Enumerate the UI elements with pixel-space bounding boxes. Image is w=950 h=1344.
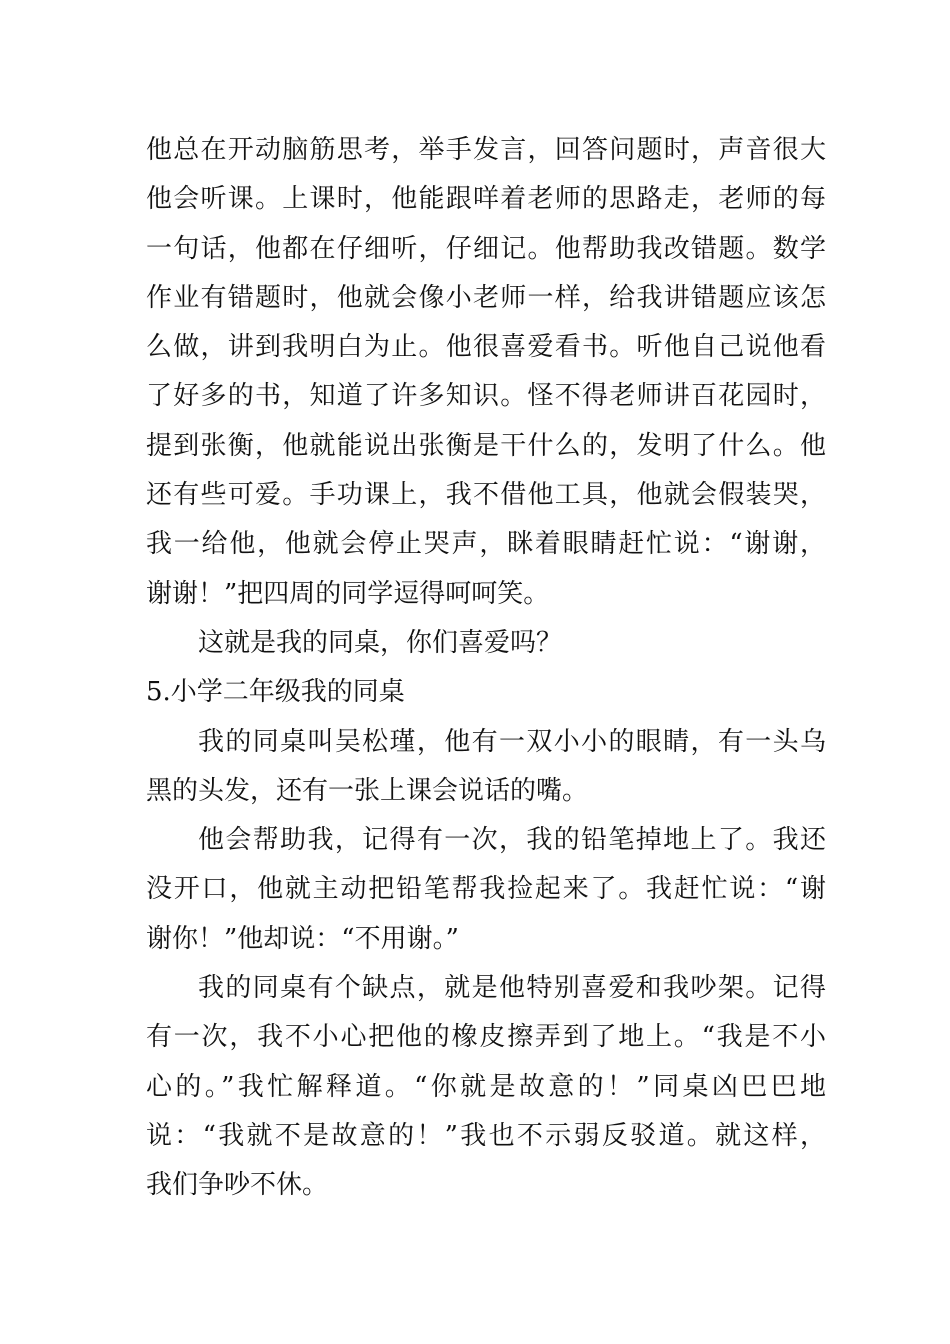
text-line: 心的。”我忙解释道。“你就是故意的！”同桌凶巴巴地 [146,1071,826,1102]
paragraph-first-line: 这就是我的同桌，你们喜爱吗？ [198,627,563,658]
document-body [146,126,826,1211]
text-line: 黑的头发，还有一张上课会说话的嘴。 [146,775,589,806]
text-line: 了好多的书，知道了许多知识。怪不得老师讲百花园时， [146,381,826,412]
text-line: 他总在开动脑筋思考，举手发言，回答问题时，声音很大 [146,135,826,165]
text-line: 谢你！”他却说：“不用谢。” [146,923,459,954]
text-line: 我们争吵不休。 [146,1170,329,1201]
text-line: 说：“我就不是故意的！”我也不示弱反驳道。就这样， [146,1120,826,1151]
text-line: 有一次，我不小心把他的橡皮擦弄到了地上。“我是不小 [146,1022,826,1053]
paragraph-first-line: 我的同桌叫吴松瑾，他有一双小小的眼睛，有一头乌 [198,726,826,757]
paragraph-first-line: 我的同桌有个缺点，就是他特别喜爱和我吵架。记得 [198,973,826,1004]
text-line: 提到张衡，他就能说出张衡是干什么的，发明了什么。他 [146,430,826,461]
text-line: 还有些可爱。手功课上，我不借他工具，他就会假装哭， [146,480,826,511]
text-line: 我一给他，他就会停止哭声，眯着眼睛赶忙说：“谢谢， [146,529,826,560]
paragraph-first-line: 他会帮助我，记得有一次，我的铅笔掉地上了。我还 [198,825,826,856]
text-line: 作业有错题时，他就会像小老师一样，给我讲错题应该怎 [146,282,826,313]
text-line: 么做，讲到我明白为止。他很喜爱看书。听他自己说他看 [146,332,826,363]
text-line: 他会听课。上课时，他能跟咩着老师的思路走，老师的每 [146,184,826,215]
text-line: 谢谢！”把四周的同学逗得呵呵笑。 [146,578,550,609]
text-line: 没开口，他就主动把铅笔帮我捡起来了。我赶忙说：“谢 [146,874,826,905]
text-line: 一句话，他都在仔细听，仔细记。他帮助我改错题。数学 [146,233,826,264]
section-heading: 5.小学二年级我的同桌 [146,677,405,708]
